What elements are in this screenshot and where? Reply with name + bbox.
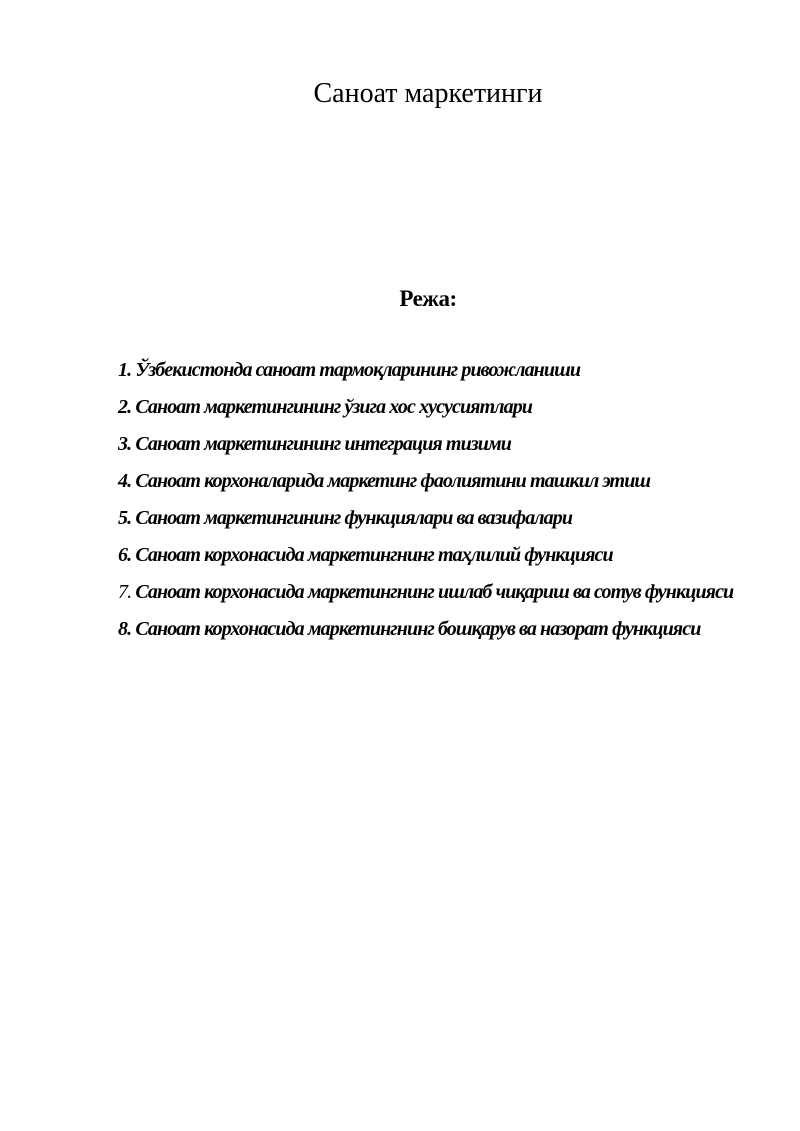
plan-item-number: 2. <box>118 396 132 418</box>
plan-item-number: 6. <box>118 544 132 566</box>
plan-item-5 <box>118 500 758 537</box>
plan-item-text: Саноат маркетингининг ўзига хос хусусиятлари <box>135 396 533 418</box>
plan-item-6 <box>118 537 758 574</box>
plan-item-7 <box>118 574 758 611</box>
plan-list <box>118 352 758 648</box>
plan-item-3 <box>118 426 758 463</box>
plan-item-number: 5. <box>118 507 132 529</box>
plan-item-1 <box>118 352 758 389</box>
plan-item-text: Саноат корхоналарида маркетинг фаолиятини ташкил этиш <box>135 470 651 492</box>
plan-item-text: Саноат корхонасида маркетингнинг ишлаб чиқариш ва сотув функцияси <box>135 581 734 603</box>
document-title: Саноат маркетинги <box>313 78 543 109</box>
plan-item-text: Ўзбекистонда саноат тармоқларининг ривожланиши <box>135 359 581 381</box>
plan-item-text: Саноат корхонасида маркетингнинг таҳлилий функцияси <box>135 544 613 566</box>
plan-item-number: 1. <box>118 359 132 381</box>
plan-item-number: 4. <box>118 470 132 492</box>
plan-item-4 <box>118 463 758 500</box>
plan-item-text: Саноат корхонасида маркетингнинг бошқарув ва назорат функцияси <box>135 618 701 640</box>
plan-item-number: 3. <box>118 433 132 455</box>
plan-item-8 <box>118 611 758 648</box>
plan-heading: Режа: <box>399 286 457 311</box>
plan-item-text: Саноат маркетингининг функциялари ва вазифалари <box>135 507 573 529</box>
plan-item-number: 7. <box>118 581 132 603</box>
plan-item-number: 8. <box>118 618 132 640</box>
plan-item-text: Саноат маркетингининг интеграция тизими <box>135 433 511 455</box>
plan-item-2 <box>118 389 758 426</box>
